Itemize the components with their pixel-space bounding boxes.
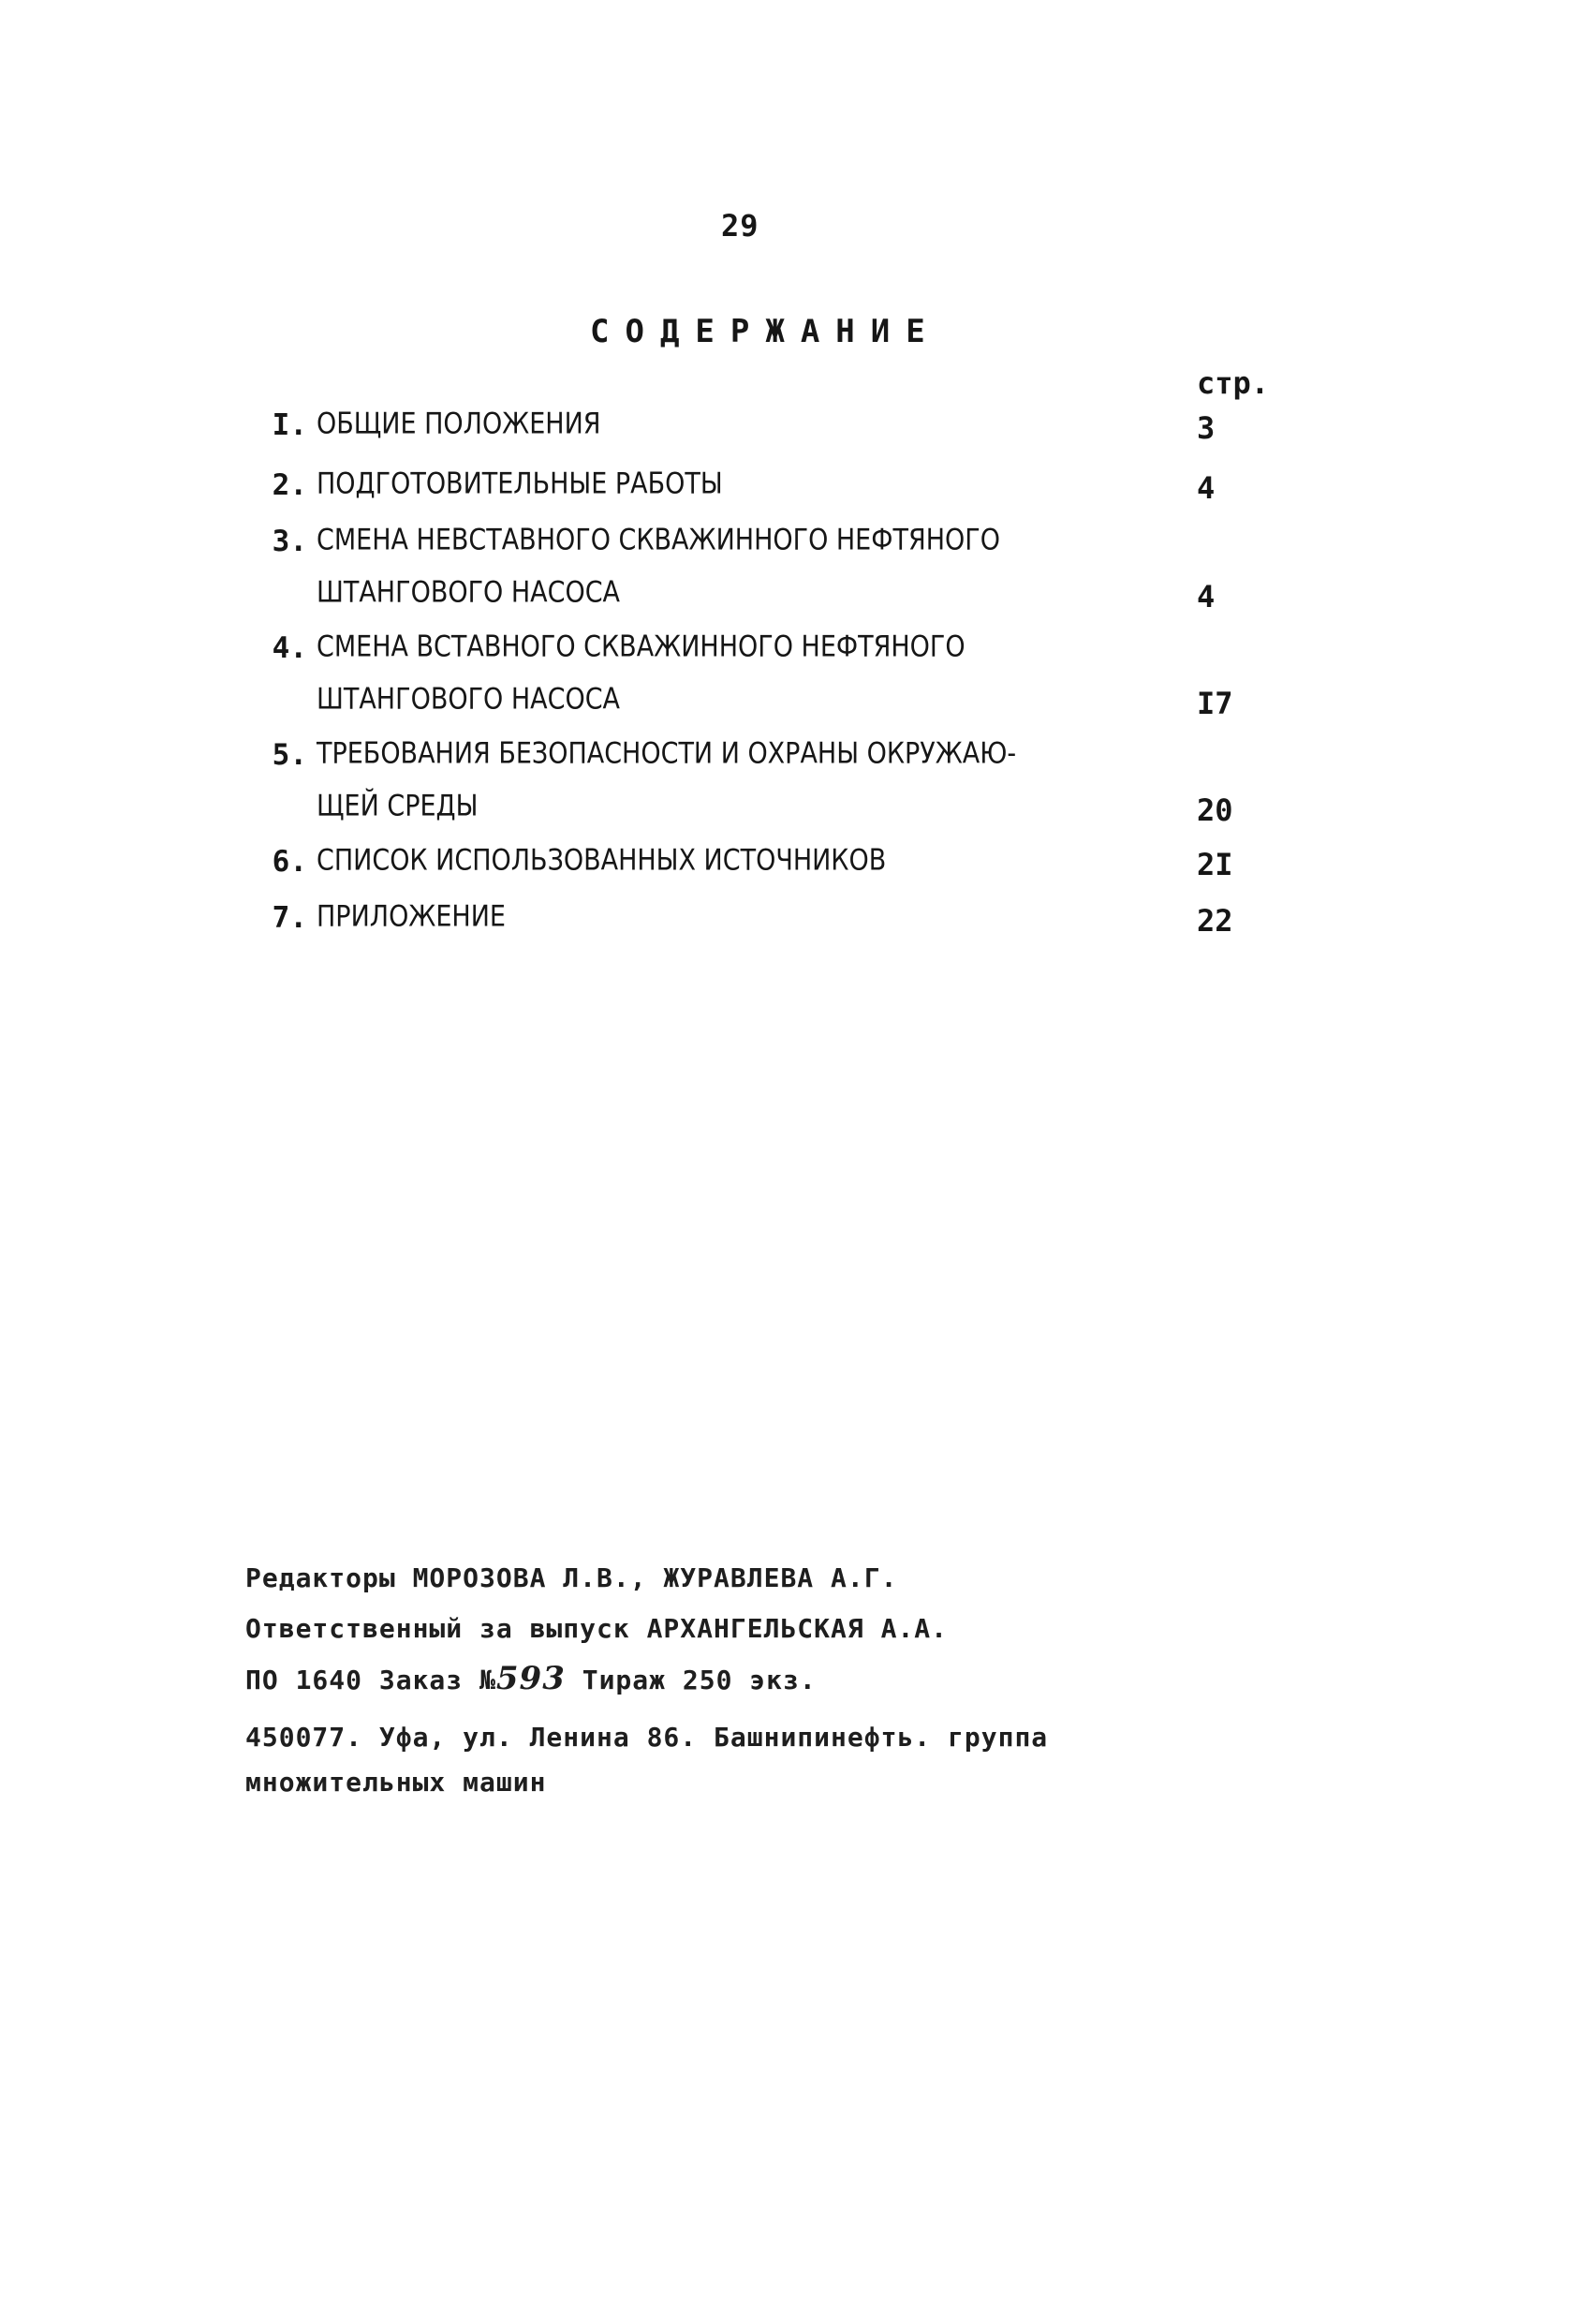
imprint-address-2: множительных машин [245,1767,547,1798]
toc-item-page: 4 [1197,470,1216,506]
imprint-address: 450077. Уфа, ул. Ленина 86. Башнипинефть. группа [245,1722,1049,1753]
toc-item-title-line: ПОДГОТОВИТЕЛЬНЫЕ РАБОТЫ [317,466,723,502]
imprint-print-run: Тираж 250 экз. [565,1665,817,1695]
toc-item-title-line: СМЕНА ВСТАВНОГО СКВАЖИННОГО НЕФТЯНОГО [317,629,966,665]
imprint-responsible: Ответственный за выпуск АРХАНГЕЛЬСКАЯ А.А. [245,1613,949,1644]
toc-item-title-line: СМЕНА НЕВСТАВНОГО СКВАЖИННОГО НЕФТЯНОГО [317,523,1000,558]
toc-item-title-line: ПРИЛОЖЕНИЕ [317,899,506,935]
page-number: 29 [721,208,759,244]
toc-item-number: 3. [272,525,307,558]
toc-item-page: 3 [1197,410,1216,446]
document-title: СОДЕРЖАНИЕ [590,313,941,350]
toc-item-page: 20 [1197,792,1233,828]
toc-item-page: 2I [1197,847,1233,882]
toc-item-page: I7 [1197,686,1233,721]
toc-item-number: 2. [272,468,307,502]
toc-item-title-line: ЩЕЙ СРЕДЫ [317,789,479,824]
toc-item-title-line: ШТАНГОВОГО НАСОСА [317,682,621,718]
toc-item-number: 6. [272,845,307,879]
toc-item-page: 22 [1197,903,1233,939]
toc-item-title-line: ТРЕБОВАНИЯ БЕЗОПАСНОСТИ И ОХРАНЫ ОКРУЖАЮ- [317,736,1017,772]
pages-column-header: стр. [1197,365,1270,401]
toc-item-title-line: ОБЩИЕ ПОЛОЖЕНИЯ [317,407,601,442]
toc-item-title-line: ШТАНГОВОГО НАСОСА [317,575,621,611]
toc-item-number: 5. [272,738,307,772]
toc-item-number: 4. [272,631,307,665]
imprint-editors: Редакторы МОРОЗОВА Л.В., ЖУРАВЛЕВА А.Г. [245,1562,898,1593]
toc-item-number: I. [272,408,307,442]
imprint-order-line [245,1660,817,1697]
toc-item-title-line: СПИСОК ИСПОЛЬЗОВАННЫХ ИСТОЧНИКОВ [317,843,887,879]
imprint-license: ПО 1640 Заказ № [245,1665,496,1695]
toc-item-page: 4 [1197,579,1216,614]
toc-item-number: 7. [272,901,307,935]
order-number: 593 [495,1660,566,1697]
